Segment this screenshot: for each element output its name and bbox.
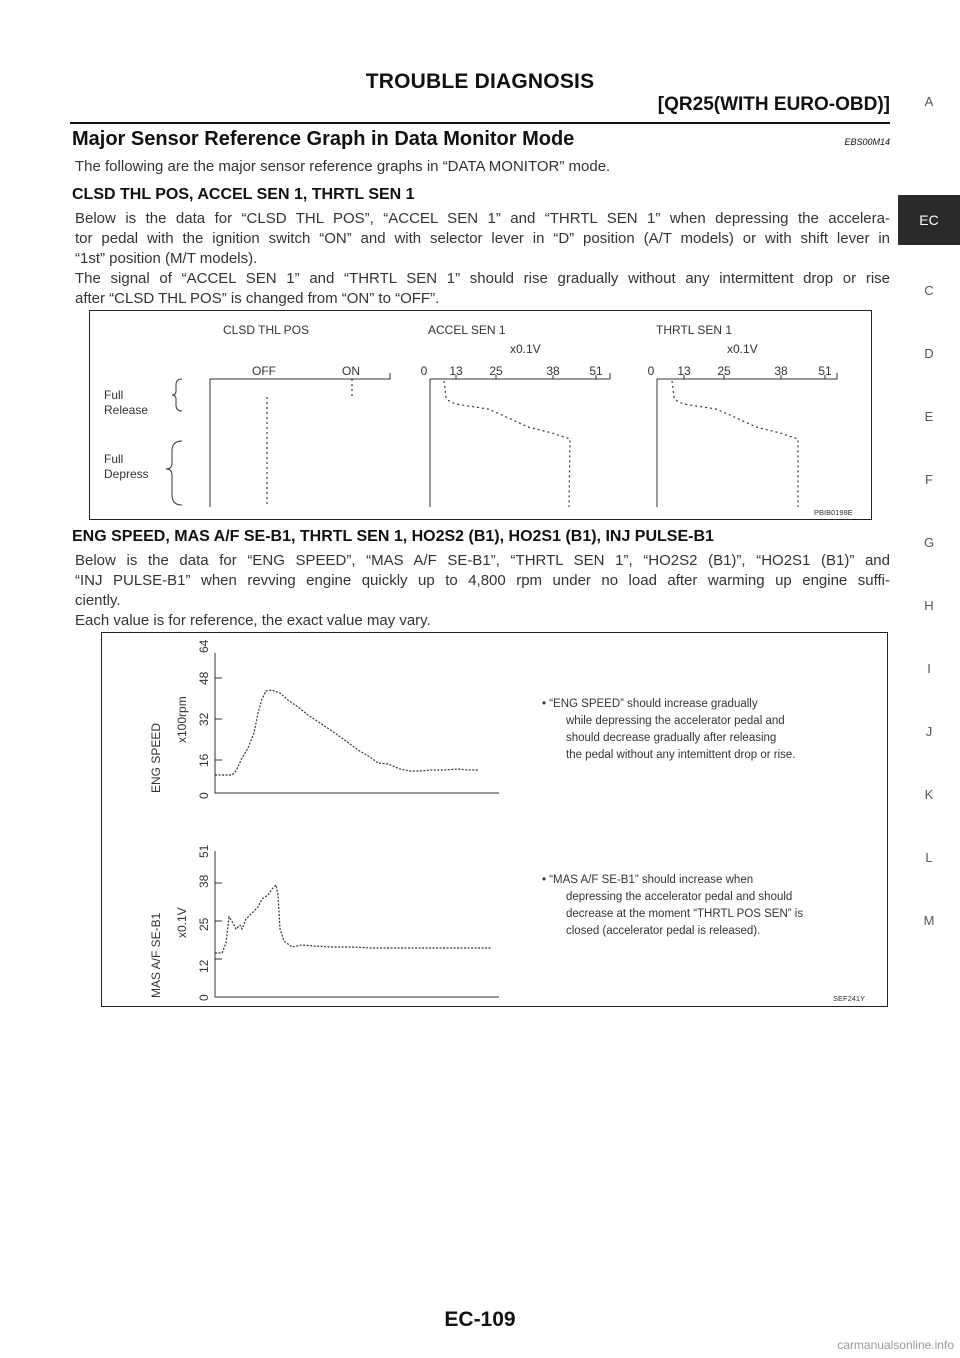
eng-tick: 32 — [197, 712, 211, 726]
thrtl-tick: 38 — [774, 364, 788, 378]
eng-tick: 16 — [197, 753, 211, 767]
thrtl-trace — [672, 381, 798, 507]
figure-throttle-signals — [89, 310, 872, 520]
side-tab-j[interactable]: J — [925, 724, 933, 739]
side-tab-l[interactable]: L — [925, 850, 933, 865]
maf-note: closed (accelerator pedal is released). — [566, 925, 761, 937]
full-release-label: Release — [104, 403, 149, 417]
figure-code: SEF241Y — [833, 994, 866, 1003]
full-depress-label: Depress — [104, 467, 149, 481]
para-line: tor pedal with the ignition switch “ON” and with selector lever in “D” position (A/T models) or with shift lever in — [75, 230, 890, 247]
side-tab-i[interactable]: I — [927, 661, 931, 676]
off-label: OFF — [252, 364, 276, 378]
para-line: Below is the data for “CLSD THL POS”, “ACCEL SEN 1” and “THRTL SEN 1” when depressing the accelera- — [75, 210, 890, 227]
accel-tick: 38 — [546, 364, 560, 378]
maf-note: decrease at the moment “THRTL POS SEN” is — [566, 908, 804, 920]
maf-label: MAS A/F SE-B1 — [149, 912, 163, 998]
subsection2-heading: ENG SPEED, MAS A/F SE-B1, THRTL SEN 1, HO2S2 (B1), HO2S1 (B1), INJ PULSE-B1 — [72, 528, 714, 545]
figure-engine-signals-svg — [102, 633, 887, 1006]
eng-tick: 48 — [197, 671, 211, 685]
subsection1-paragraph — [75, 209, 890, 309]
eng-speed-label: ENG SPEED — [149, 722, 163, 793]
maf-tick: 0 — [197, 994, 211, 1001]
subsection1-heading: CLSD THL POS, ACCEL SEN 1, THRTL SEN 1 — [72, 186, 415, 203]
col-title-accel: ACCEL SEN 1 — [428, 323, 506, 337]
header-rule — [70, 122, 890, 124]
thrtl-axis — [657, 373, 837, 507]
eng-speed-trace — [215, 690, 478, 775]
maf-tick: 51 — [197, 844, 211, 858]
thrtl-tick: 51 — [818, 364, 832, 378]
para-line: “INJ PULSE-B1” when revving engine quickly up to 4,800 rpm under no load after warming up engine suffi- — [75, 572, 890, 589]
maf-tick: 25 — [197, 917, 211, 931]
figure-engine-signals — [101, 632, 888, 1007]
para-line: after “CLSD THL POS” is changed from “ON” to “OFF”. — [75, 290, 440, 307]
full-depress-label: Full — [104, 452, 124, 466]
maf-note: • “MAS A/F SE-B1” should increase when — [542, 874, 754, 886]
thrtl-tick: 0 — [647, 364, 655, 378]
thrtl-tick: 25 — [717, 364, 731, 378]
eng-note: the pedal without any intemittent drop or rise. — [566, 749, 796, 761]
maf-axis — [215, 851, 499, 997]
page-header-title: TROUBLE DIAGNOSIS — [365, 70, 595, 93]
section-intro: The following are the major sensor reference graphs in “DATA MONITOR” mode. — [75, 158, 611, 175]
side-tab-a[interactable]: A — [924, 94, 934, 109]
side-tab-e[interactable]: E — [924, 409, 934, 424]
para-line: Below is the data for “ENG SPEED”, “MAS A/F SE-B1”, “THRTL SEN 1”, “HO2S2 (B1)”, “HO2S1 (B1)” and — [75, 552, 890, 569]
figure-throttle-signals-svg — [90, 311, 871, 519]
side-tab-d[interactable]: D — [924, 346, 934, 361]
on-label: ON — [342, 364, 360, 378]
para-line: Each value is for reference, the exact value may vary. — [75, 612, 431, 629]
maf-trace — [215, 885, 492, 953]
brace-release — [172, 379, 182, 411]
side-tab-m[interactable]: M — [923, 913, 935, 928]
accel-axis — [430, 373, 610, 507]
accel-tick-marks — [456, 375, 596, 379]
side-tab-k[interactable]: K — [924, 787, 934, 802]
maf-tick: 12 — [197, 959, 211, 973]
page-header-subtitle: [QR25(WITH EURO-OBD)] — [657, 94, 890, 115]
maf-unit: x0.1V — [175, 907, 189, 938]
unit-label: x0.1V — [727, 342, 758, 356]
watermark: carmanualsonline.info — [837, 1338, 954, 1352]
side-tab-c[interactable]: C — [924, 283, 934, 298]
brace-depress — [166, 441, 182, 505]
figure-code: PBIB0198E — [814, 508, 853, 517]
accel-tick: 13 — [449, 364, 463, 378]
col-title-clsd: CLSD THL POS — [223, 323, 310, 337]
eng-speed-axis — [215, 653, 499, 793]
accel-tick: 0 — [420, 364, 428, 378]
accel-trace — [444, 381, 570, 507]
full-release-label: Full — [104, 388, 124, 402]
thrtl-tick: 13 — [677, 364, 691, 378]
side-tab-g[interactable]: G — [923, 535, 935, 550]
eng-speed-unit: x100rpm — [175, 696, 189, 743]
para-line: The signal of “ACCEL SEN 1” and “THRTL SEN 1” should rise gradually without any intermittent drop or rise — [75, 270, 890, 287]
page-number: EC-109 — [444, 1308, 516, 1331]
section-code: EBS00M14 — [844, 137, 890, 147]
eng-note: while depressing the accelerator pedal and — [566, 715, 785, 727]
thrtl-tick-marks — [684, 375, 825, 379]
para-line: “1st” position (M/T models). — [75, 250, 258, 267]
maf-note: depressing the accelerator pedal and should — [566, 891, 793, 903]
side-tab-ec-active[interactable]: EC — [898, 195, 960, 245]
eng-tick: 0 — [197, 792, 211, 799]
accel-tick: 51 — [589, 364, 603, 378]
side-tab-f[interactable]: F — [925, 472, 933, 487]
clsd-axis — [210, 373, 390, 507]
section-title: Major Sensor Reference Graph in Data Monitor Mode — [72, 128, 575, 150]
maf-tick-marks — [215, 883, 222, 959]
maf-tick: 38 — [197, 874, 211, 888]
eng-tick: 64 — [197, 639, 211, 653]
eng-note: should decrease gradually after releasing — [566, 732, 777, 744]
subsection2-paragraph — [75, 551, 890, 631]
eng-note: • “ENG SPEED” should increase gradually — [542, 698, 758, 710]
eng-tick-marks — [215, 678, 222, 760]
unit-label: x0.1V — [510, 342, 541, 356]
accel-tick: 25 — [489, 364, 503, 378]
para-line: ciently. — [75, 592, 121, 609]
col-title-thrtl: THRTL SEN 1 — [656, 323, 733, 337]
side-tab-h[interactable]: H — [924, 598, 934, 613]
